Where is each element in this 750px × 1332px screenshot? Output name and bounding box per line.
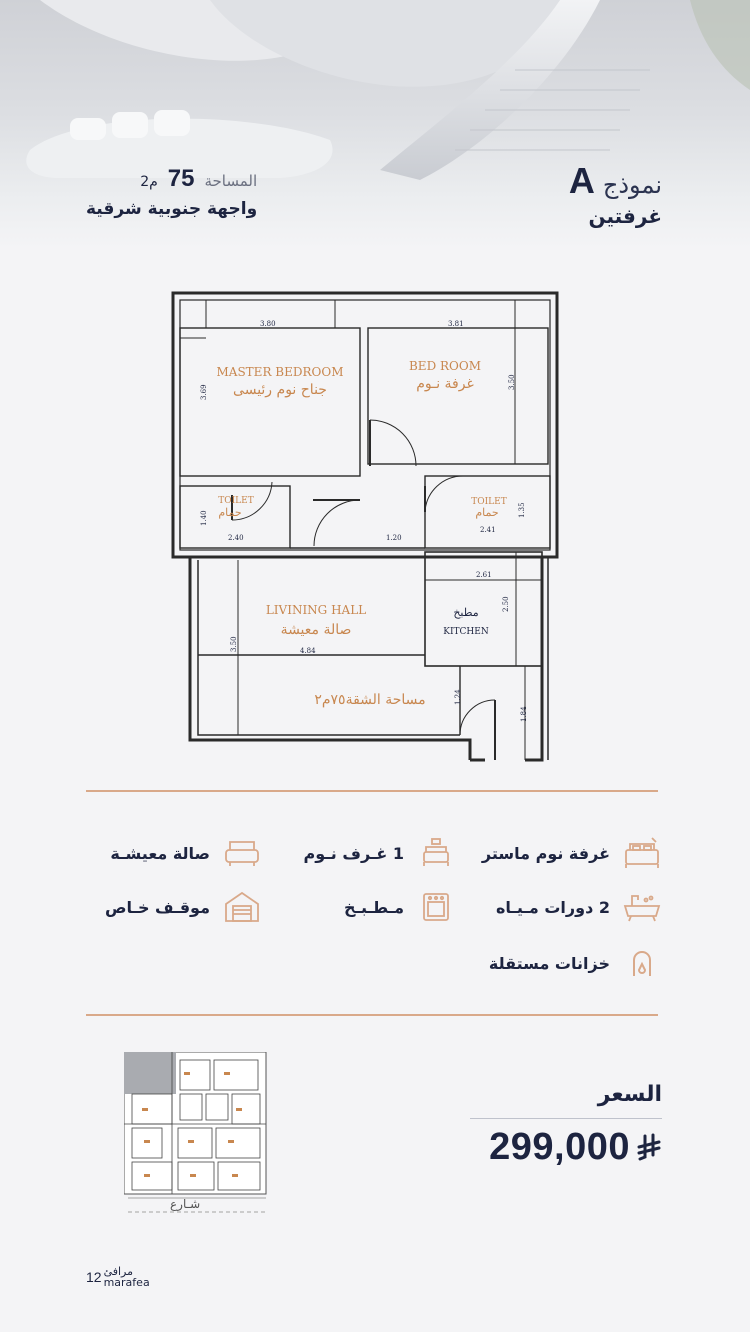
dim-toilet1-w: 2.40 bbox=[228, 534, 244, 542]
area-block bbox=[86, 165, 257, 219]
dim-entry-b: 1.84 bbox=[520, 706, 528, 722]
label-toilet2-en: TOILET bbox=[471, 497, 507, 507]
bed-icon bbox=[416, 836, 456, 870]
label-toilet2-ar: حمام bbox=[475, 506, 499, 519]
label-toilet1-ar: حمام bbox=[218, 506, 242, 519]
bathtub-icon bbox=[622, 890, 662, 924]
dim-bed-h: 3.50 bbox=[508, 374, 516, 390]
feature-label: موقـف خـاص bbox=[104, 897, 210, 917]
dim-master-h: 3.69 bbox=[200, 384, 208, 400]
dim-toilet2-h: 1.35 bbox=[518, 502, 526, 518]
garage-icon bbox=[222, 890, 262, 924]
dim-entry-a: 1.24 bbox=[454, 689, 462, 705]
company-logo bbox=[86, 1266, 150, 1288]
label-bedroom-en: BED ROOM bbox=[408, 359, 482, 373]
area-unit: م2 bbox=[140, 174, 158, 190]
model-letter: A bbox=[568, 160, 595, 201]
feature-bedroom bbox=[304, 836, 456, 870]
dim-kitchen-w: 2.61 bbox=[476, 571, 492, 579]
dim-living-h: 3.50 bbox=[230, 636, 238, 652]
label-apartment-area: مساحة الشقة٧٥م٢ bbox=[314, 692, 426, 708]
dim-kitchen-h: 2.50 bbox=[502, 596, 510, 612]
price-value: 299,000 bbox=[489, 1126, 630, 1168]
label-living-ar: صالة معيشة bbox=[280, 622, 352, 638]
water-tank-icon bbox=[622, 946, 662, 980]
feature-living bbox=[110, 836, 262, 870]
label-master-bedroom-en: MASTER BEDROOM bbox=[216, 365, 344, 379]
facade-text: واجهة جنوبية شرقية bbox=[86, 199, 258, 219]
feature-label: 1 غـرف نـوم bbox=[303, 843, 404, 863]
area-value: 75 bbox=[167, 165, 195, 192]
rooms-title: غرفتين bbox=[588, 204, 662, 228]
divider-top bbox=[86, 790, 658, 792]
logo-name-en: marafea bbox=[103, 1276, 150, 1289]
sofa-icon bbox=[222, 836, 262, 870]
dim-bed-w: 3.81 bbox=[448, 320, 464, 328]
feature-label: غرفة نوم ماستر bbox=[481, 843, 610, 863]
label-master-bedroom-ar: جناح نوم رئيسى bbox=[233, 382, 327, 398]
feature-master-bedroom bbox=[482, 836, 662, 870]
label-toilet1-en: TOILET bbox=[218, 496, 254, 506]
oven-icon bbox=[416, 890, 456, 924]
feature-bathrooms bbox=[496, 890, 662, 924]
logo-number: 12 bbox=[86, 1269, 102, 1285]
logo-name-ar: مرافئ bbox=[103, 1265, 134, 1278]
feature-label: خزانات مستقلة bbox=[488, 953, 610, 973]
model-heading bbox=[569, 160, 662, 228]
dim-master-w: 3.80 bbox=[260, 320, 276, 328]
street-label: شـارع bbox=[170, 1197, 201, 1211]
feature-parking bbox=[105, 890, 262, 924]
price-label: السعر bbox=[597, 1082, 662, 1107]
building-site-plan bbox=[124, 1052, 270, 1214]
divider-bottom bbox=[86, 1014, 658, 1016]
feature-water-tanks bbox=[489, 946, 662, 980]
label-living-en: LIVINING HALL bbox=[265, 603, 367, 617]
label-kitchen-en: KITCHEN bbox=[443, 627, 489, 637]
master-bed-icon bbox=[622, 836, 662, 870]
feature-label: 2 دورات مـيـاه bbox=[495, 897, 610, 917]
dim-living-w: 4.84 bbox=[300, 647, 316, 655]
label-bedroom-ar: غرفة نـوم bbox=[416, 376, 474, 392]
label-kitchen-ar: مطبخ bbox=[453, 606, 479, 619]
feature-label: مـطـبـخ bbox=[344, 897, 404, 917]
model-word: نموذج bbox=[602, 171, 662, 199]
feature-kitchen bbox=[344, 890, 456, 924]
price bbox=[489, 1126, 662, 1169]
riyal-icon bbox=[636, 1133, 662, 1163]
floor-plan bbox=[170, 290, 562, 770]
dim-toilet1-h: 1.40 bbox=[200, 510, 208, 526]
dim-corridor: 1.20 bbox=[386, 534, 402, 542]
dim-toilet2-w: 2.41 bbox=[480, 526, 496, 534]
price-rule bbox=[470, 1118, 662, 1119]
feature-label: صالة معيشـة bbox=[110, 843, 210, 863]
area-label: المساحة bbox=[204, 172, 258, 190]
